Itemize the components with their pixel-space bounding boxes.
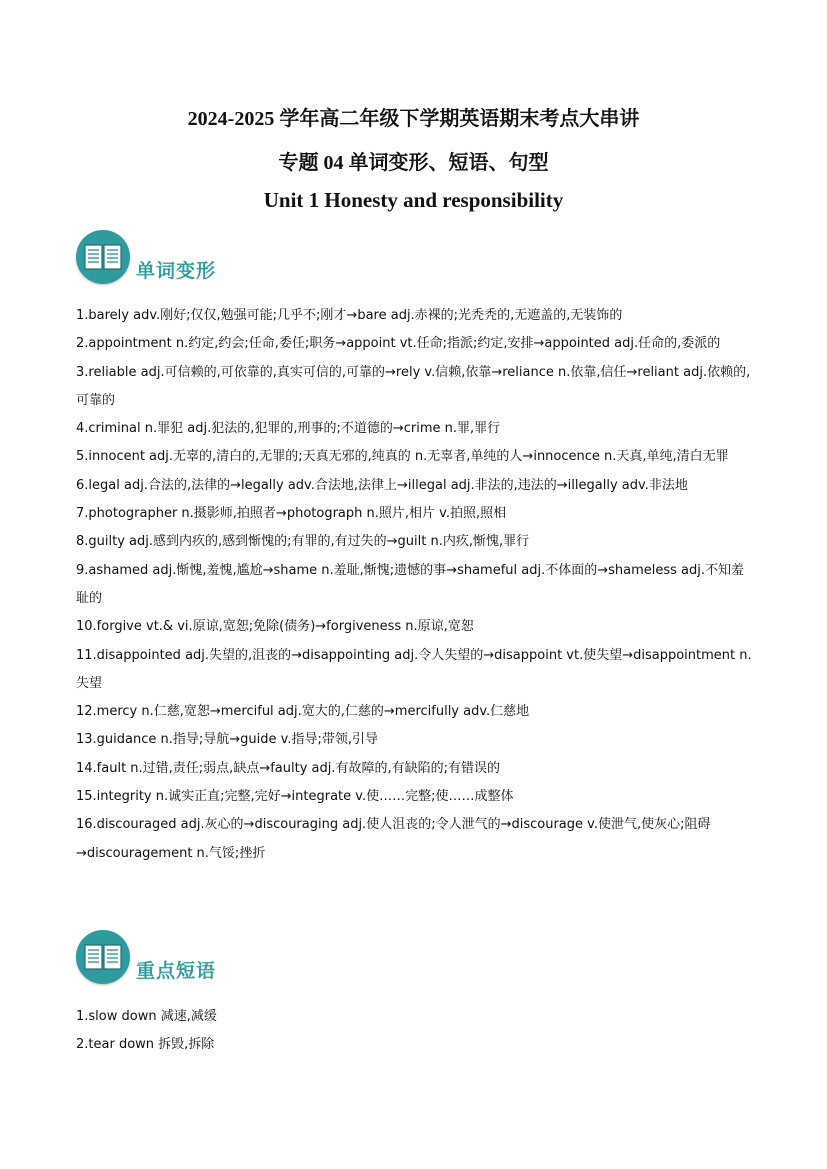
topic-title: 专题 04 单词变形、短语、句型 (278, 152, 549, 174)
section-title-phrases: 重点短语 (136, 960, 217, 982)
list-item: 7.photographer n.摄影师,拍照者→photograph n.照片,相片 v.拍照,照相 (76, 506, 507, 522)
section-header-phrases (76, 930, 376, 988)
section-title-words: 单词变形 (136, 260, 217, 282)
list-item: 2.tear down 拆毁,拆除 (76, 1037, 215, 1053)
document-title: 2024-2025 学年高二年级下学期英语期末考点大串讲 (187, 108, 640, 130)
list-item: 11.disappointed adj.失望的,沮丧的→disappointing adj.令人失望的→disappoint vt.使失望→disappointment n.失望 (76, 647, 752, 691)
list-item: 2.appointment n.约定,约会;任命,委任;职务→appoint vt.任命;指派;约定,安排→appointed adj.任命的,委派的 (76, 336, 721, 352)
word-list (76, 302, 754, 868)
open-book-icon (76, 230, 130, 284)
list-item: 1.barely adv.刚好;仅仅,勉强可能;几乎不;刚才→bare adj.赤裸的;光秃秃的,无遮盖的,无装饰的 (76, 308, 623, 323)
phrase-list (76, 1003, 754, 1060)
unit-title: Unit 1 Honesty and responsibility (263, 188, 564, 212)
list-item: 13.guidance n.指导;导航→guide v.指导;带领,引导 (76, 732, 378, 748)
list-item: 12.mercy n.仁慈,宽恕→merciful adj.宽大的,仁慈的→mercifully adv.仁慈地 (76, 704, 530, 720)
list-item: 8.guilty adj.感到内疚的,感到惭愧的;有罪的,有过失的→guilt n.内疚,惭愧,罪行 (76, 534, 530, 550)
list-item: 15.integrity n.诚实正直;完整,完好→integrate v.使……完整;使……成整体 (76, 789, 514, 805)
list-item: 1.slow down 减速,减缓 (76, 1009, 217, 1024)
list-item: 3.reliable adj.可信赖的,可依靠的,真实可信的,可靠的→rely v.信赖,依靠→reliance n.依靠,信任→reliant adj.依赖的,可靠的 (76, 364, 751, 408)
list-item: 14.fault n.过错,责任;弱点,缺点→faulty adj.有故障的,有缺陷的;有错误的 (76, 760, 500, 776)
list-item: 5.innocent adj.无辜的,清白的,无罪的;天真无邪的,纯真的 n.无辜者,单纯的人→innocence n.天真,单纯,清白无罪 (76, 449, 729, 465)
list-item: 4.criminal n.罪犯 adj.犯法的,犯罪的,刑事的;不道德的→crime n.罪,罪行 (76, 421, 501, 437)
list-item: 16.discouraged adj.灰心的→discouraging adj.使人沮丧的;令人泄气的→discourage v.使泄气,使灰心;阻碍→discouragement n.气馁;挫折 (76, 817, 711, 861)
list-item: 10.forgive vt.& vi.原谅,宽恕;免除(债务)→forgiveness n.原谅,宽恕 (76, 619, 474, 635)
list-item: 6.legal adj.合法的,法律的→legally adv.合法地,法律上→illegal adj.非法的,违法的→illegally adv.非法地 (76, 477, 688, 493)
open-book-icon (76, 930, 130, 984)
list-item: 9.ashamed adj.惭愧,羞愧,尴尬→shame n.羞耻,惭愧;遗憾的事→shameful adj.不体面的→shameless adj.不知羞耻的 (76, 562, 745, 606)
section-header-words (76, 230, 376, 288)
